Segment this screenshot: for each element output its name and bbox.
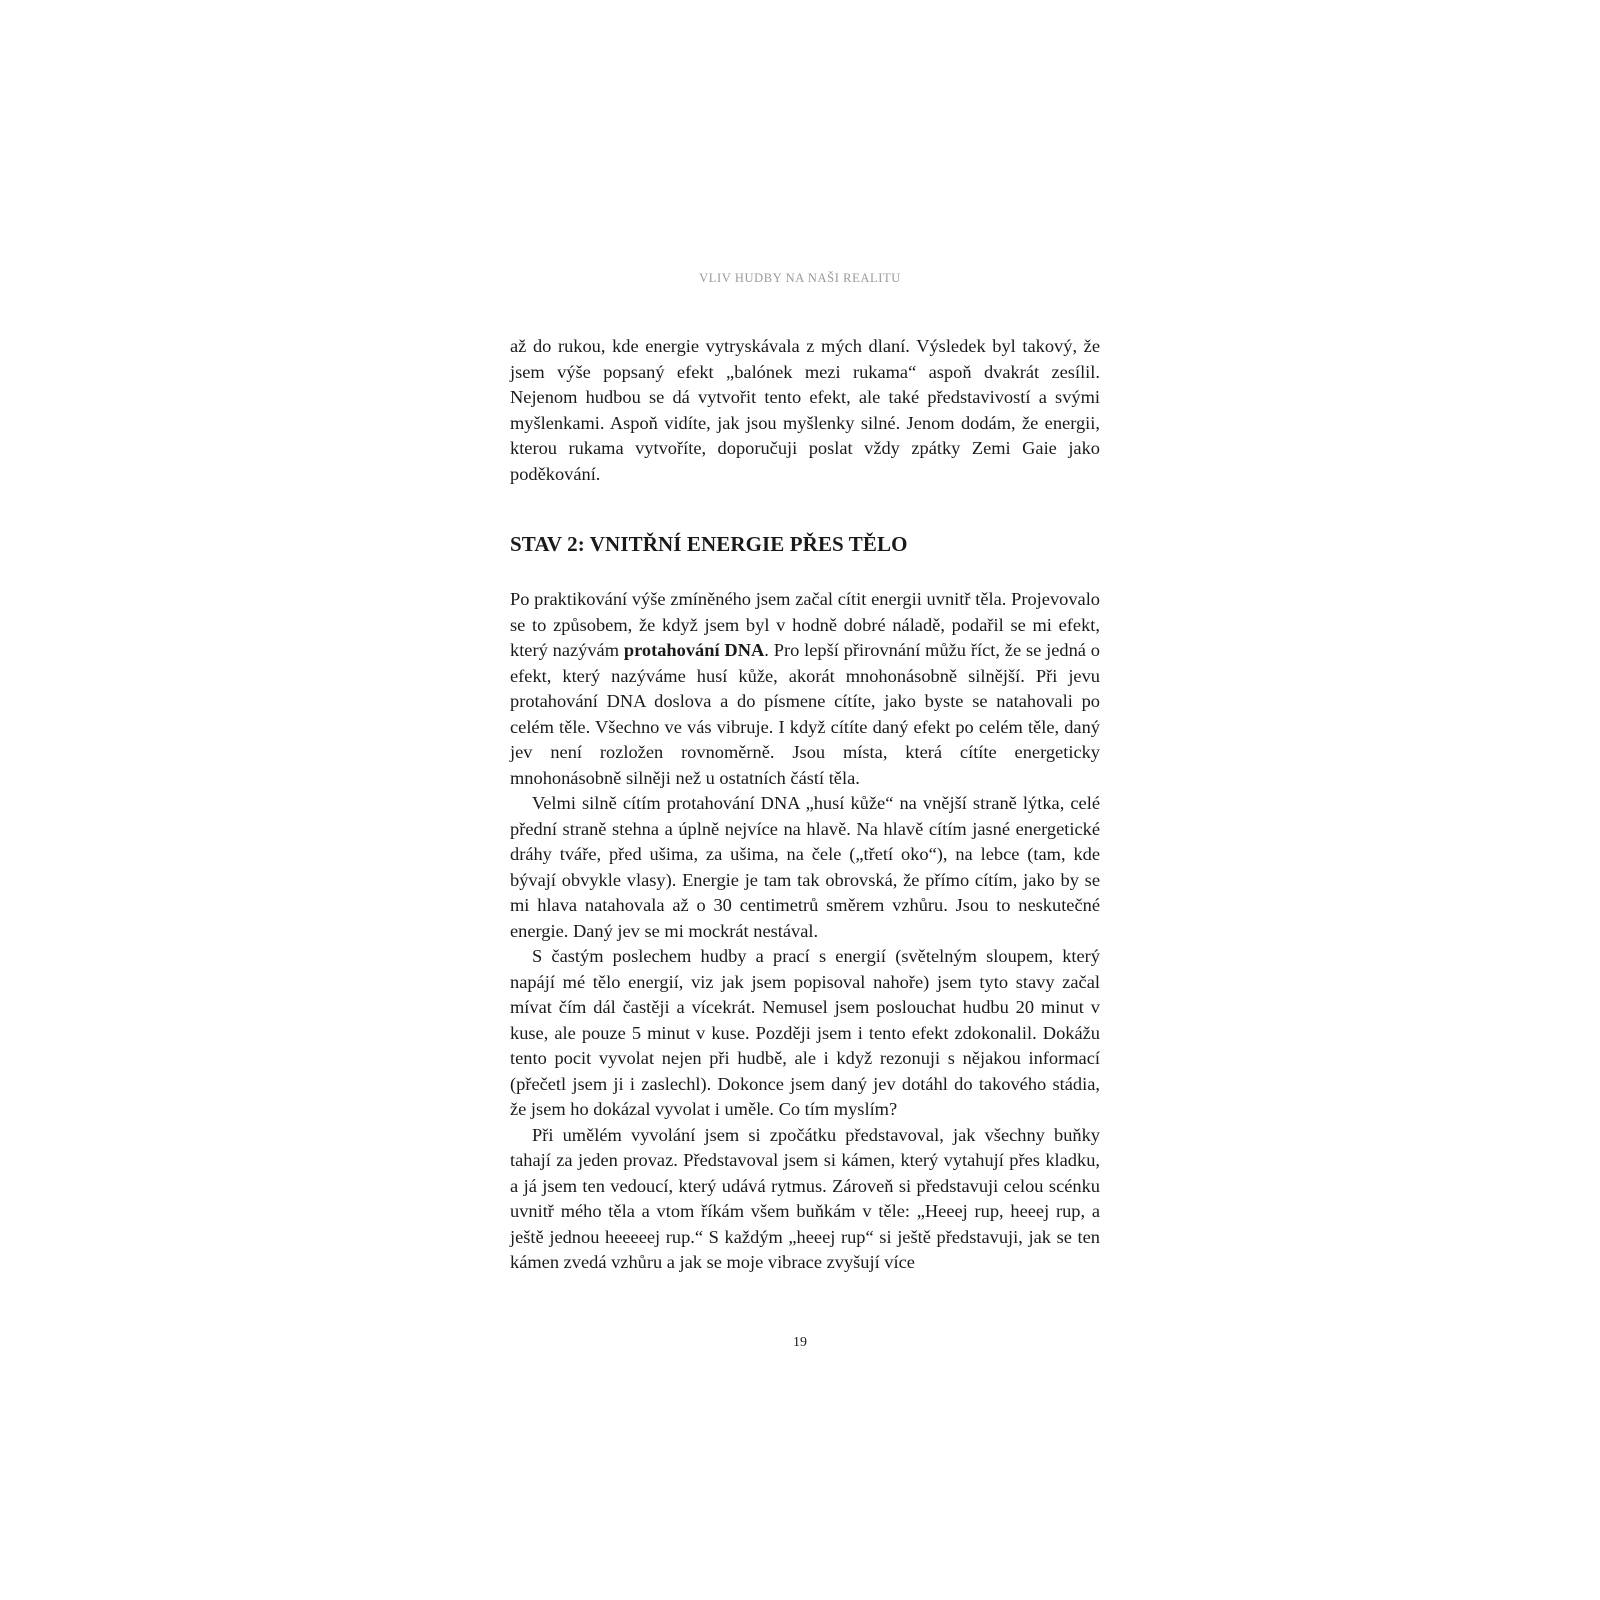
section-paragraph-3: S častým poslechem hudby a prací s energií (světelným sloupem, který napájí mé tělo energií, viz jak jsem popisoval nahoře) jsem tyto stavy začal mívat čím dál častěji a vícekrát. Nemusel jsem poslouchat hudbu 20 minut v kuse, ale pouze 5 minut v kuse. Později jsem i tento efekt zdokonalil. Dokážu tento pocit vyvolat nejen při hudbě, ale i když rezonuji s nějakou informací (přečetl jsem ji i zaslechl). Dokonce jsem daný jev dotáhl do takového stádia, že jsem ho dokázal vyvolat i uměle. Co tím myslím? — [510, 946, 1100, 1119]
paragraph-text: Po praktikování výše zmíněného jsem začal cítit energii uvnitř těla. Projevovalo se to způsobem, že když jsem byl v hodně dobré náladě, podařil se mi efekt, který nazývám — [510, 589, 1100, 660]
page-number: 19 — [793, 1335, 807, 1350]
text-block — [510, 334, 1100, 1276]
bold-term: protahování DNA — [623, 640, 765, 660]
paragraph-continued: až do rukou, kde energie vytryskávala z mých dlaní. Výsledek byl takový, že jsem výše popsaný efekt „balónek mezi rukama“ aspoň dvakrát zesílil. Nejenom hudbou se dá vytvořit tento efekt, ale také představivostí a svými myšlenkami. Aspoň vidíte, jak jsou myšlenky silné. Jenom dodám, že energii, kterou rukama vytvoříte, doporučuji poslat vždy zpátky Zemi Gaie jako poděkování. — [510, 336, 1100, 484]
running-head: VLIV HUDBY NA NAŠI REALITU — [699, 271, 901, 285]
paragraph-text: . Pro lepší přirovnání můžu říct, že se jedná o efekt, který nazýváme husí kůže, akorát mnohonásobně silnější. Při jevu protahování DNA doslova a do písmene cítíte, jako byste se natahovali po celém těle. Všechno ve vás vibruje. I když cítíte daný efekt po celém těle, daný jev není rozložen rovnoměrně. Jsou místa, která cítíte energeticky mnohonásobně silněji než u ostatních částí těla. — [510, 640, 1100, 788]
section-paragraph-4: Při umělém vyvolání jsem si zpočátku představoval, jak všechny buňky tahají za jeden provaz. Představoval jsem si kámen, který vytahují přes kladku, a já jsem ten vedoucí, který udává rytmus. Zároveň si představuji celou scénku uvnitř mého těla a vtom říkám všem buňkám v těle: „Heeej rup, heeej rup, a ještě jednou heeeeej rup.“ S každým „heeej rup“ si ještě představuji, jak se ten kámen zvedá vzhůru a jak se moje vibrace zvyšují více — [510, 1124, 1100, 1272]
section-paragraph-2: Velmi silně cítím protahování DNA „husí kůže“ na vnější straně lýtka, celé přední straně stehna a úplně nejvíce na hlavě. Na hlavě cítím jasné energetické dráhy tváře, před ušima, za ušima, na čele („třetí oko“), na lebce (tam, kde bývají obvykle vlasy). Energie je tam tak obrovská, že přímo cítím, jako by se mi hlava natahovala až o 30 centimetrů směrem vzhůru. Jsou to neskutečné energie. Daný jev se mi mockrát nestával. — [510, 793, 1100, 941]
section-heading: STAV 2: VNITŘNÍ ENERGIE PŘES TĚLO — [510, 532, 908, 556]
section-paragraph-1 — [510, 587, 1100, 791]
